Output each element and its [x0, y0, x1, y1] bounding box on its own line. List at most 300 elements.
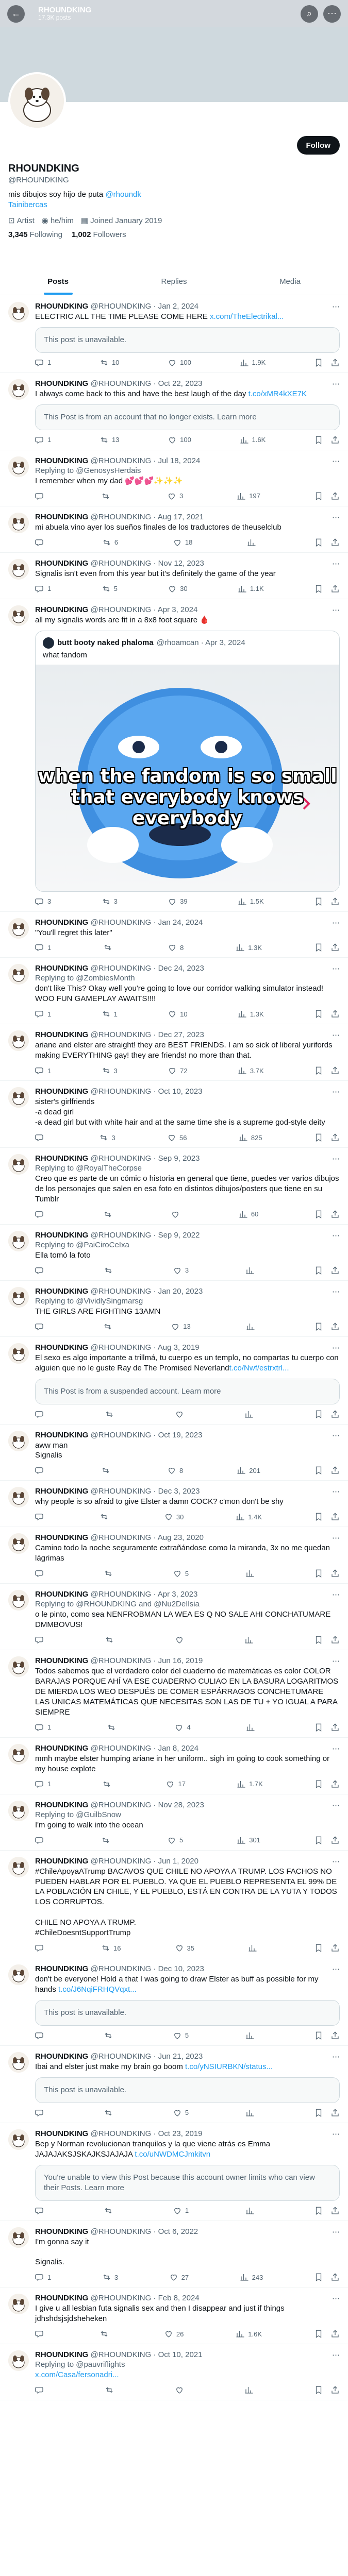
repost-button[interactable]	[102, 2273, 118, 2282]
tweet-link[interactable]: t.co/xMR4kXE7K	[248, 389, 307, 398]
tweet[interactable]	[0, 1337, 348, 1425]
quoted-tweet[interactable]	[35, 631, 340, 892]
bookmark-button[interactable]	[314, 1066, 323, 1075]
reply-button[interactable]	[35, 358, 51, 367]
bookmark-button[interactable]	[314, 1466, 323, 1475]
tweet-avatar[interactable]	[8, 2227, 29, 2248]
views-button[interactable]	[236, 943, 262, 952]
tweet[interactable]	[0, 2287, 348, 2344]
repost-button[interactable]	[103, 943, 115, 952]
profile-avatar[interactable]	[8, 72, 66, 130]
share-button[interactable]	[330, 943, 340, 952]
tweet-more-button[interactable]	[332, 1801, 340, 1810]
tweet-more-button[interactable]	[332, 1487, 340, 1496]
repost-button[interactable]	[104, 2031, 116, 2040]
bio-link-tag[interactable]: Tainibercas	[8, 200, 47, 210]
tweet-more-button[interactable]	[332, 559, 340, 568]
tweet-author-name[interactable]: RHOUNDKING	[35, 2052, 89, 2061]
views-button[interactable]	[237, 492, 260, 501]
reply-button[interactable]	[35, 2108, 47, 2117]
bookmark-button[interactable]	[314, 492, 323, 501]
share-button[interactable]	[330, 1009, 340, 1019]
views-button[interactable]	[245, 1266, 258, 1275]
reply-button[interactable]	[35, 2031, 47, 2040]
tweet[interactable]	[0, 1794, 348, 1851]
tweet-avatar[interactable]	[8, 1343, 29, 1364]
like-button[interactable]	[168, 1066, 187, 1075]
reply-button[interactable]	[35, 1943, 47, 1953]
tweet-more-button[interactable]	[332, 964, 340, 973]
tweet-avatar[interactable]	[8, 1533, 29, 1554]
views-button[interactable]	[245, 2206, 258, 2215]
repost-button[interactable]	[102, 1066, 118, 1075]
tweet[interactable]	[0, 1425, 348, 1481]
tweet-replying-to[interactable]: Replying to @pauvriflights	[35, 2360, 125, 2369]
bookmark-button[interactable]	[314, 1836, 323, 1845]
repost-button[interactable]	[101, 1943, 121, 1953]
bookmark-button[interactable]	[314, 943, 323, 952]
views-button[interactable]	[246, 1723, 258, 1732]
tweet[interactable]	[0, 2046, 348, 2123]
tweet-author-name[interactable]: RHOUNDKING	[35, 1487, 89, 1496]
reply-button[interactable]	[35, 1466, 47, 1475]
like-button[interactable]	[173, 1266, 189, 1275]
tweet[interactable]	[0, 958, 348, 1024]
share-button[interactable]	[330, 2031, 340, 2040]
tweet-avatar[interactable]	[8, 1857, 29, 1877]
tweet-author-name[interactable]: RHOUNDKING	[35, 1343, 89, 1352]
tweet-more-button[interactable]	[332, 2294, 340, 2303]
share-button[interactable]	[330, 584, 340, 594]
reply-button[interactable]	[35, 1210, 47, 1219]
share-button[interactable]	[330, 1512, 340, 1521]
tweet-avatar[interactable]	[8, 605, 29, 626]
repost-button[interactable]	[105, 2385, 117, 2395]
repost-button[interactable]	[107, 1723, 119, 1732]
like-button[interactable]	[164, 2329, 184, 2338]
tweet-more-button[interactable]	[332, 1744, 340, 1753]
reply-button[interactable]	[35, 435, 51, 445]
tweet-author-name[interactable]: RHOUNDKING	[35, 2227, 89, 2236]
share-button[interactable]	[330, 1943, 340, 1953]
repost-button[interactable]	[102, 538, 118, 547]
bookmark-button[interactable]	[314, 1569, 323, 1578]
bookmark-button[interactable]	[314, 1322, 323, 1331]
share-button[interactable]	[330, 1723, 340, 1732]
like-button[interactable]	[168, 584, 187, 594]
views-button[interactable]	[239, 1133, 262, 1142]
share-button[interactable]	[330, 2329, 340, 2338]
tweet-avatar[interactable]	[8, 1656, 29, 1677]
tweet-more-button[interactable]	[332, 1287, 340, 1296]
repost-button[interactable]	[104, 1569, 116, 1578]
share-button[interactable]	[330, 1066, 340, 1075]
views-button[interactable]	[240, 435, 266, 445]
views-button[interactable]	[238, 1009, 264, 1019]
tweet-author-name[interactable]: RHOUNDKING	[35, 918, 89, 927]
tweet-avatar[interactable]	[8, 1590, 29, 1611]
tweet-avatar[interactable]	[8, 1431, 29, 1451]
tweet-avatar[interactable]	[8, 1487, 29, 1507]
tweet-avatar[interactable]	[8, 1087, 29, 1108]
repost-button[interactable]	[101, 1836, 113, 1845]
more-button[interactable]	[323, 5, 341, 23]
tweet-more-button[interactable]	[332, 1231, 340, 1240]
share-button[interactable]	[330, 1210, 340, 1219]
tweet[interactable]	[0, 2221, 348, 2288]
repost-button[interactable]	[105, 1410, 117, 1419]
tweet-author-name[interactable]: RHOUNDKING	[35, 1087, 89, 1096]
views-button[interactable]	[245, 1569, 258, 1578]
tweet-link[interactable]: t.co/yNSIURBKN/status...	[185, 2062, 273, 2071]
tweet-author-name[interactable]: RHOUNDKING	[35, 1800, 89, 1809]
reply-button[interactable]	[35, 1723, 51, 1732]
views-button[interactable]	[237, 1466, 260, 1475]
tweet-replying-to[interactable]: Replying to @RHOUNDKING and @Nu2DeIlsia	[35, 1600, 200, 1609]
reply-button[interactable]	[35, 2273, 51, 2282]
share-button[interactable]	[330, 1780, 340, 1789]
tweet-replying-to[interactable]: Replying to @GuilbSnow	[35, 1810, 121, 1819]
share-button[interactable]	[330, 538, 340, 547]
reply-button[interactable]	[35, 1780, 51, 1789]
views-button[interactable]	[248, 1943, 260, 1953]
tweet-more-button[interactable]	[332, 1431, 340, 1440]
tweet-author-name[interactable]: RHOUNDKING	[35, 1430, 89, 1439]
tweet-more-button[interactable]	[332, 1030, 340, 1040]
views-button[interactable]	[236, 1512, 262, 1521]
bookmark-button[interactable]	[314, 435, 323, 445]
tweet-author-name[interactable]: RHOUNDKING	[35, 558, 89, 568]
tweet-more-button[interactable]	[332, 2227, 340, 2236]
repost-button[interactable]	[100, 358, 119, 367]
tweet[interactable]	[0, 1851, 348, 1959]
repost-button[interactable]	[99, 1133, 115, 1142]
repost-button[interactable]	[101, 1466, 113, 1475]
tweet[interactable]	[0, 506, 348, 553]
tweet-avatar[interactable]	[8, 513, 29, 533]
share-button[interactable]	[330, 2385, 340, 2395]
bookmark-button[interactable]	[314, 1210, 323, 1219]
like-button[interactable]	[175, 1635, 187, 1645]
like-button[interactable]	[171, 1322, 190, 1331]
share-button[interactable]	[330, 1322, 340, 1331]
like-button[interactable]	[173, 2108, 189, 2117]
tweet-more-button[interactable]	[332, 2350, 340, 2360]
repost-button[interactable]	[104, 2108, 116, 2117]
bookmark-button[interactable]	[314, 2031, 323, 2040]
tweet-avatar[interactable]	[8, 379, 29, 400]
tweet-author-name[interactable]: RHOUNDKING	[35, 379, 89, 388]
search-button[interactable]	[301, 5, 318, 23]
tweet-author-name[interactable]: RHOUNDKING	[35, 2294, 89, 2303]
tweet-more-button[interactable]	[332, 456, 340, 466]
like-button[interactable]	[169, 2273, 189, 2282]
tweet-avatar[interactable]	[8, 1744, 29, 1765]
reply-button[interactable]	[35, 1066, 51, 1075]
reply-button[interactable]	[35, 2329, 47, 2338]
tweet[interactable]	[0, 1527, 348, 1584]
reply-button[interactable]	[35, 1266, 47, 1275]
tweet-author-name[interactable]: RHOUNDKING	[35, 302, 89, 311]
back-button[interactable]	[7, 5, 25, 23]
tweet[interactable]	[0, 599, 348, 912]
bookmark-button[interactable]	[314, 1410, 323, 1419]
reply-button[interactable]	[35, 1009, 51, 1019]
views-button[interactable]	[236, 2329, 262, 2338]
tweet-avatar[interactable]	[8, 302, 29, 323]
tweet[interactable]	[0, 1225, 348, 1281]
like-button[interactable]	[173, 538, 192, 547]
bookmark-button[interactable]	[314, 2108, 323, 2117]
tweet-more-button[interactable]	[332, 2052, 340, 2061]
share-button[interactable]	[330, 2108, 340, 2117]
reply-button[interactable]	[35, 538, 47, 547]
tweet-author-name[interactable]: RHOUNDKING	[35, 1030, 89, 1040]
bookmark-button[interactable]	[314, 2385, 323, 2395]
tweet-avatar[interactable]	[8, 964, 29, 985]
tweet-author-name[interactable]: RHOUNDKING	[35, 2129, 89, 2138]
reply-button[interactable]	[35, 1410, 47, 1419]
like-button[interactable]	[171, 1210, 183, 1219]
views-button[interactable]	[244, 1410, 257, 1419]
tweet-more-button[interactable]	[332, 302, 340, 311]
tweet-avatar[interactable]	[8, 918, 29, 939]
repost-button[interactable]	[101, 492, 113, 501]
tweet-author-name[interactable]: RHOUNDKING	[35, 512, 89, 521]
reply-button[interactable]	[35, 2385, 47, 2395]
reply-button[interactable]	[35, 1133, 47, 1142]
reply-button[interactable]	[35, 1569, 47, 1578]
bookmark-button[interactable]	[314, 1512, 323, 1521]
like-button[interactable]	[167, 1133, 187, 1142]
share-button[interactable]	[330, 492, 340, 501]
views-button[interactable]	[237, 1780, 263, 1789]
bookmark-button[interactable]	[314, 1266, 323, 1275]
bookmark-button[interactable]	[314, 1635, 323, 1645]
bookmark-button[interactable]	[314, 1723, 323, 1732]
tweet-author-name[interactable]: RHOUNDKING	[35, 1743, 89, 1753]
like-button[interactable]	[168, 1009, 187, 1019]
tweet-author-name[interactable]: RHOUNDKING	[35, 1286, 89, 1296]
tweet-author-name[interactable]: RHOUNDKING	[35, 1154, 89, 1163]
like-button[interactable]	[167, 1466, 183, 1475]
repost-button[interactable]	[103, 1322, 115, 1331]
tweet-more-button[interactable]	[332, 1590, 340, 1599]
reply-button[interactable]	[35, 492, 47, 501]
tweet-link[interactable]: x.com/TheElectrikal...	[210, 312, 284, 321]
bookmark-button[interactable]	[314, 584, 323, 594]
tweet-more-button[interactable]	[332, 1857, 340, 1866]
views-button[interactable]	[238, 1066, 264, 1075]
like-button[interactable]	[168, 943, 184, 952]
tweet-more-button[interactable]	[332, 379, 340, 388]
tweet-replying-to[interactable]: Replying to @PaiCiroCeIxa	[35, 1240, 129, 1249]
share-button[interactable]	[330, 2273, 340, 2282]
tweet-author-name[interactable]: RHOUNDKING	[35, 1230, 89, 1240]
share-button[interactable]	[330, 1836, 340, 1845]
share-button[interactable]	[330, 1635, 340, 1645]
share-button[interactable]	[330, 1133, 340, 1142]
tweet[interactable]	[0, 1958, 348, 2046]
tweet-avatar[interactable]	[8, 2129, 29, 2150]
tweet-avatar[interactable]	[8, 2052, 29, 2073]
views-button[interactable]	[237, 1836, 260, 1845]
tweet-more-button[interactable]	[332, 1533, 340, 1543]
like-button[interactable]	[167, 492, 183, 501]
tweet-link[interactable]: t.co/uNWDMCJmkitvn	[135, 2149, 211, 2159]
views-button[interactable]	[247, 538, 259, 547]
like-button[interactable]	[175, 1410, 187, 1419]
like-button[interactable]	[167, 1836, 183, 1845]
meme-image[interactable]	[36, 665, 339, 891]
tweet-replying-to[interactable]: Replying to @ZombiesMonth	[35, 974, 135, 983]
tweet[interactable]	[0, 373, 348, 450]
bookmark-button[interactable]	[314, 1943, 323, 1953]
tweet[interactable]	[0, 1281, 348, 1337]
reply-button[interactable]	[35, 1512, 47, 1521]
share-button[interactable]	[330, 1569, 340, 1578]
like-button[interactable]	[164, 1512, 184, 1521]
tweet-author-name[interactable]: RHOUNDKING	[35, 456, 89, 465]
tweet-more-button[interactable]	[332, 513, 340, 522]
tab-media[interactable]: Media	[279, 277, 301, 286]
views-button[interactable]	[238, 897, 264, 906]
views-button[interactable]	[245, 2108, 258, 2117]
tweet-avatar[interactable]	[8, 2294, 29, 2314]
tweet[interactable]	[0, 1650, 348, 1738]
share-button[interactable]	[330, 1466, 340, 1475]
tweet-author-name[interactable]: RHOUNDKING	[35, 2350, 89, 2360]
tweet[interactable]	[0, 1584, 348, 1650]
tweet-more-button[interactable]	[332, 1343, 340, 1352]
share-button[interactable]	[330, 897, 340, 906]
like-button[interactable]	[173, 1569, 189, 1578]
views-button[interactable]	[240, 358, 266, 367]
reply-button[interactable]	[35, 1635, 47, 1645]
tweet-more-button[interactable]	[332, 1964, 340, 1974]
tab-posts[interactable]: Posts	[0, 268, 116, 295]
repost-button[interactable]	[102, 897, 118, 906]
like-button[interactable]	[165, 1780, 185, 1789]
tweet-avatar[interactable]	[8, 1964, 29, 1985]
tweet[interactable]	[0, 1481, 348, 1527]
bookmark-button[interactable]	[314, 1133, 323, 1142]
like-button[interactable]	[173, 2031, 189, 2040]
bookmark-button[interactable]	[314, 358, 323, 367]
tweet[interactable]	[0, 1081, 348, 1148]
like-button[interactable]	[175, 2385, 187, 2395]
share-button[interactable]	[330, 435, 340, 445]
repost-button[interactable]	[102, 1009, 118, 1019]
repost-button[interactable]	[100, 435, 119, 445]
bookmark-button[interactable]	[314, 538, 323, 547]
tweet[interactable]	[0, 450, 348, 506]
bookmark-button[interactable]	[314, 2273, 323, 2282]
tweet-avatar[interactable]	[8, 2350, 29, 2371]
repost-button[interactable]	[104, 1266, 116, 1275]
repost-button[interactable]	[104, 2206, 116, 2215]
tweet-author-name[interactable]: RHOUNDKING	[35, 1856, 89, 1866]
tweet-avatar[interactable]	[8, 1154, 29, 1175]
tweet[interactable]	[0, 1024, 348, 1081]
bookmark-button[interactable]	[314, 2206, 323, 2215]
tweet-author-name[interactable]: RHOUNDKING	[35, 1533, 89, 1543]
following-link[interactable]	[8, 230, 62, 239]
like-button[interactable]	[168, 358, 191, 367]
like-button[interactable]	[175, 1943, 194, 1953]
bookmark-button[interactable]	[314, 1780, 323, 1789]
tweet-more-button[interactable]	[332, 1087, 340, 1096]
share-button[interactable]	[330, 358, 340, 367]
reply-button[interactable]	[35, 897, 51, 906]
bookmark-button[interactable]	[314, 1009, 323, 1019]
tweet-more-button[interactable]	[332, 1656, 340, 1666]
repost-button[interactable]	[105, 1635, 117, 1645]
bookmark-button[interactable]	[314, 897, 323, 906]
views-button[interactable]	[244, 1635, 257, 1645]
like-button[interactable]	[168, 435, 191, 445]
tweet-replying-to[interactable]: Replying to @GenosysHerdais	[35, 466, 141, 475]
tweet-author-name[interactable]: RHOUNDKING	[35, 605, 89, 614]
views-button[interactable]	[238, 584, 264, 594]
tweet-replying-to[interactable]: Replying to @RoyalTheCorpse	[35, 1164, 142, 1173]
tweet-avatar[interactable]	[8, 1231, 29, 1251]
share-button[interactable]	[330, 1266, 340, 1275]
tweet-avatar[interactable]	[8, 1030, 29, 1051]
tweet-more-button[interactable]	[332, 918, 340, 927]
tweet-author-name[interactable]: RHOUNDKING	[35, 1590, 89, 1599]
tweet-avatar[interactable]	[8, 1287, 29, 1308]
tweet-more-button[interactable]	[332, 1154, 340, 1163]
tweet-author-name[interactable]: RHOUNDKING	[35, 1656, 89, 1666]
tweet-link[interactable]: x.com/Casa/fersonadri...	[35, 2370, 119, 2380]
tweet[interactable]	[0, 1738, 348, 1794]
tweet[interactable]	[0, 2344, 348, 2400]
repost-button[interactable]	[102, 1780, 114, 1789]
reply-button[interactable]	[35, 943, 51, 952]
views-button[interactable]	[240, 2273, 263, 2282]
tweet-avatar[interactable]	[8, 456, 29, 477]
tweet[interactable]	[0, 912, 348, 958]
tweet[interactable]	[0, 553, 348, 599]
reply-button[interactable]	[35, 2206, 47, 2215]
like-button[interactable]	[168, 897, 187, 906]
tweet[interactable]	[0, 2123, 348, 2221]
tweet-author-name[interactable]: RHOUNDKING	[35, 964, 89, 973]
tweet[interactable]	[0, 1148, 348, 1225]
like-button[interactable]	[173, 2206, 189, 2215]
views-button[interactable]	[244, 2385, 257, 2395]
repost-button[interactable]	[100, 1512, 112, 1521]
repost-button[interactable]	[102, 584, 118, 594]
tweet-more-button[interactable]	[332, 605, 340, 615]
like-button[interactable]	[174, 1723, 190, 1732]
tweet-replying-to[interactable]: Replying to @VividlySingmarsg	[35, 1296, 143, 1306]
bio-link-handle[interactable]: @rhoundk	[105, 190, 141, 199]
tweet-author-name[interactable]: RHOUNDKING	[35, 1964, 89, 1974]
views-button[interactable]	[239, 1210, 258, 1219]
repost-button[interactable]	[100, 2329, 112, 2338]
tweet-avatar[interactable]	[8, 1801, 29, 1821]
follow-button[interactable]: Follow	[297, 136, 340, 155]
reply-button[interactable]	[35, 1836, 47, 1845]
followers-link[interactable]	[72, 230, 126, 239]
share-button[interactable]	[330, 1410, 340, 1419]
tweet-avatar[interactable]	[8, 559, 29, 580]
views-button[interactable]	[246, 1322, 258, 1331]
tweet-link[interactable]: t.co/Nwf/estrxtrl...	[229, 1363, 289, 1372]
tab-replies[interactable]: Replies	[161, 277, 187, 286]
